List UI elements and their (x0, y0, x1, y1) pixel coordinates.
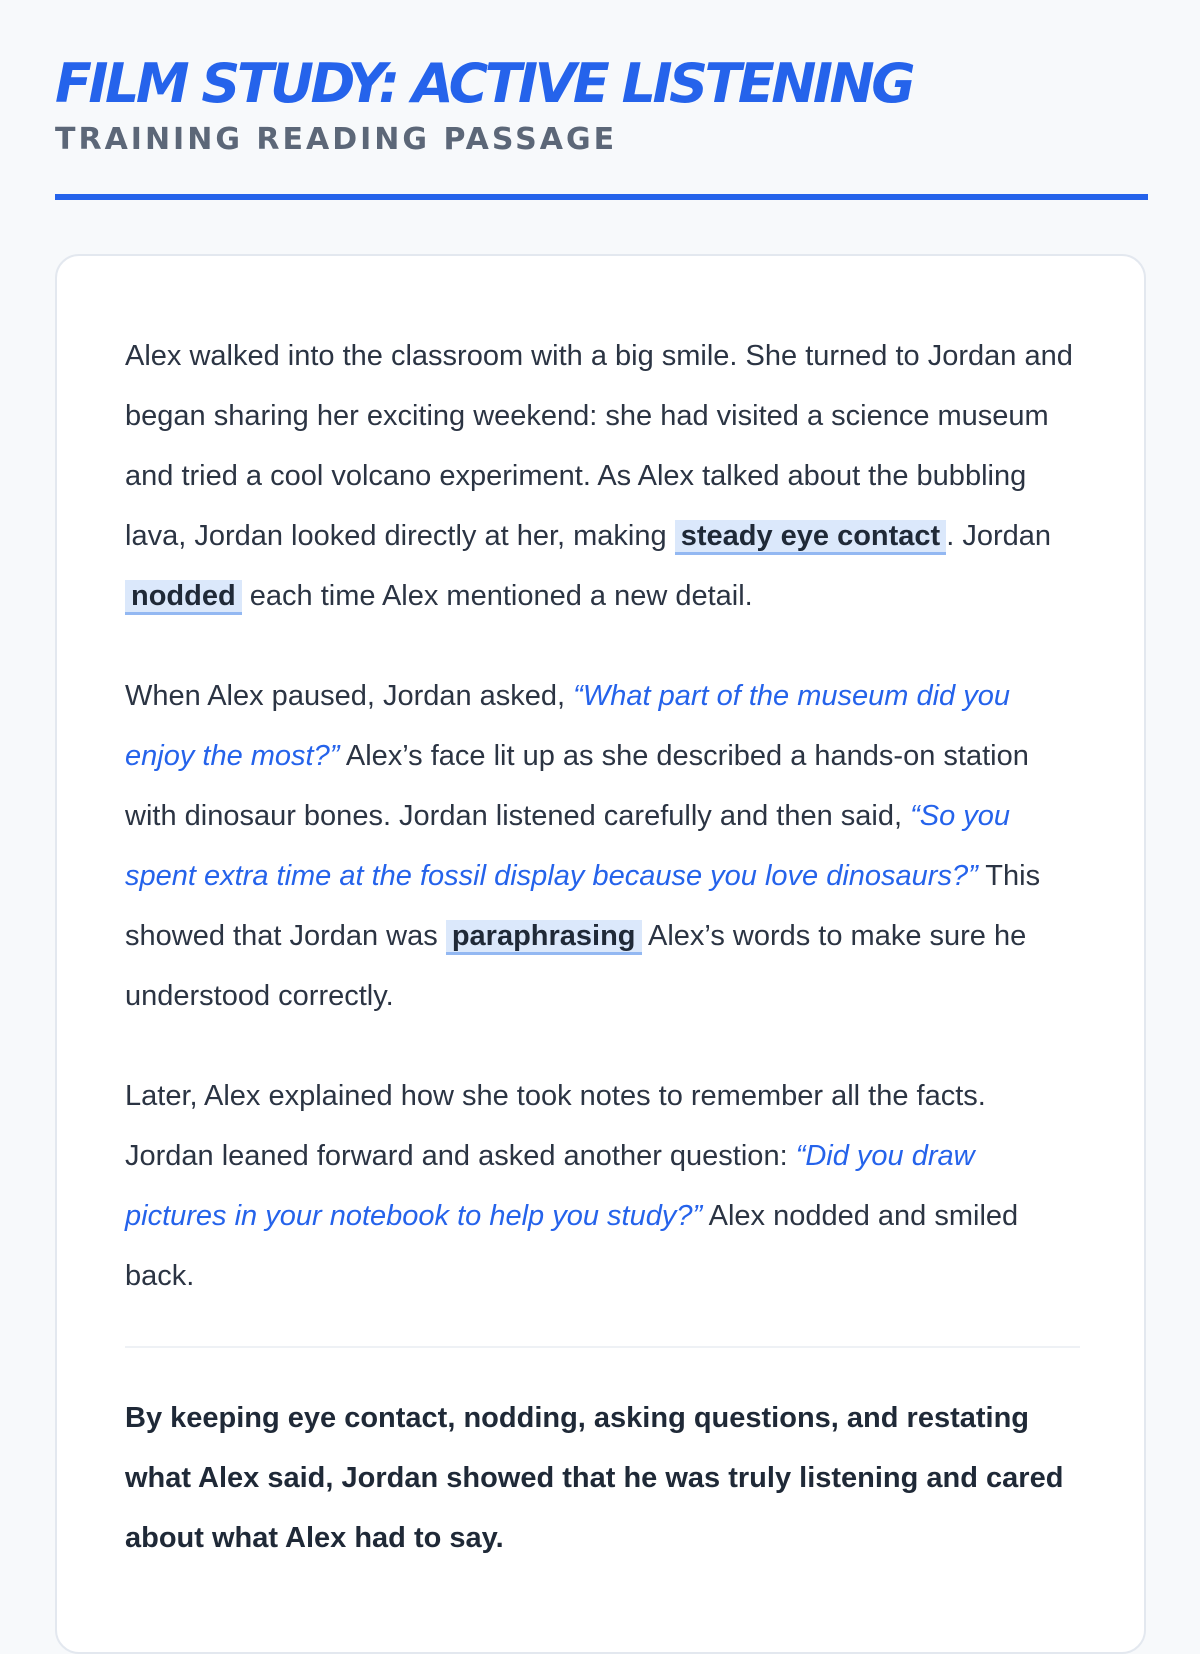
highlight-paraphrasing: paraphrasing (446, 920, 642, 955)
paragraph-1-text-1: Alex walked into the classroom with a big smile. She turned to Jordan and began sharing her exciting weekend: she had visited a science museum and tried a cool volcano experiment. As Alex talked about the bubbling lava, Jordan looked directly at her, making (125, 340, 1073, 552)
highlight-nodded: nodded (125, 580, 242, 615)
paragraph-3-text-2: Alex nodded and smiled back. (125, 1200, 1019, 1292)
paragraph-2-text-1: When Alex paused, Jordan asked, (125, 680, 574, 712)
highlight-eye-contact: steady eye contact (675, 520, 947, 555)
header-divider (55, 194, 1148, 200)
quote-fossil-paraphrase: “So you spent extra time at the fossil display because you love dinosaurs?” (125, 800, 1011, 892)
page-header (55, 52, 1148, 160)
paragraph-2-text-4: Alex’s words to make sure he understood correctly. (125, 920, 1027, 1012)
paragraph-2-text-2: Alex’s face lit up as she described a hands-on station with dinosaur bones. Jordan listened carefully and then said, (125, 740, 1029, 832)
paragraph-2 (125, 666, 1080, 1026)
paragraph-1 (125, 326, 1080, 626)
paragraph-3-text-1: Later, Alex explained how she took notes to remember all the facts. Jordan leaned forward and asked another question: (125, 1080, 986, 1172)
paragraph-2-text-3: This showed that Jordan was (125, 860, 1041, 952)
summary-text: By keeping eye contact, nodding, asking questions, and restating what Alex said, Jordan showed that he was truly listening and cared about what Alex had to say. (125, 1402, 1064, 1554)
summary-divider (125, 1346, 1080, 1348)
quote-notebook-question: “Did you draw pictures in your notebook to help you study?” (125, 1140, 975, 1232)
paragraph-1-text-2: . Jordan (946, 520, 1051, 552)
quote-museum-question: “What part of the museum did you enjoy the most?” (125, 680, 1010, 772)
passage-content (125, 326, 1080, 1568)
page-subtitle: TRAINING READING PASSAGE (55, 122, 618, 157)
passage-card (55, 254, 1146, 1654)
page-title: FILM STUDY: ACTIVE LISTENING (55, 52, 913, 115)
paragraph-3 (125, 1066, 1080, 1306)
paragraph-1-text-3: each time Alex mentioned a new detail. (241, 580, 753, 612)
